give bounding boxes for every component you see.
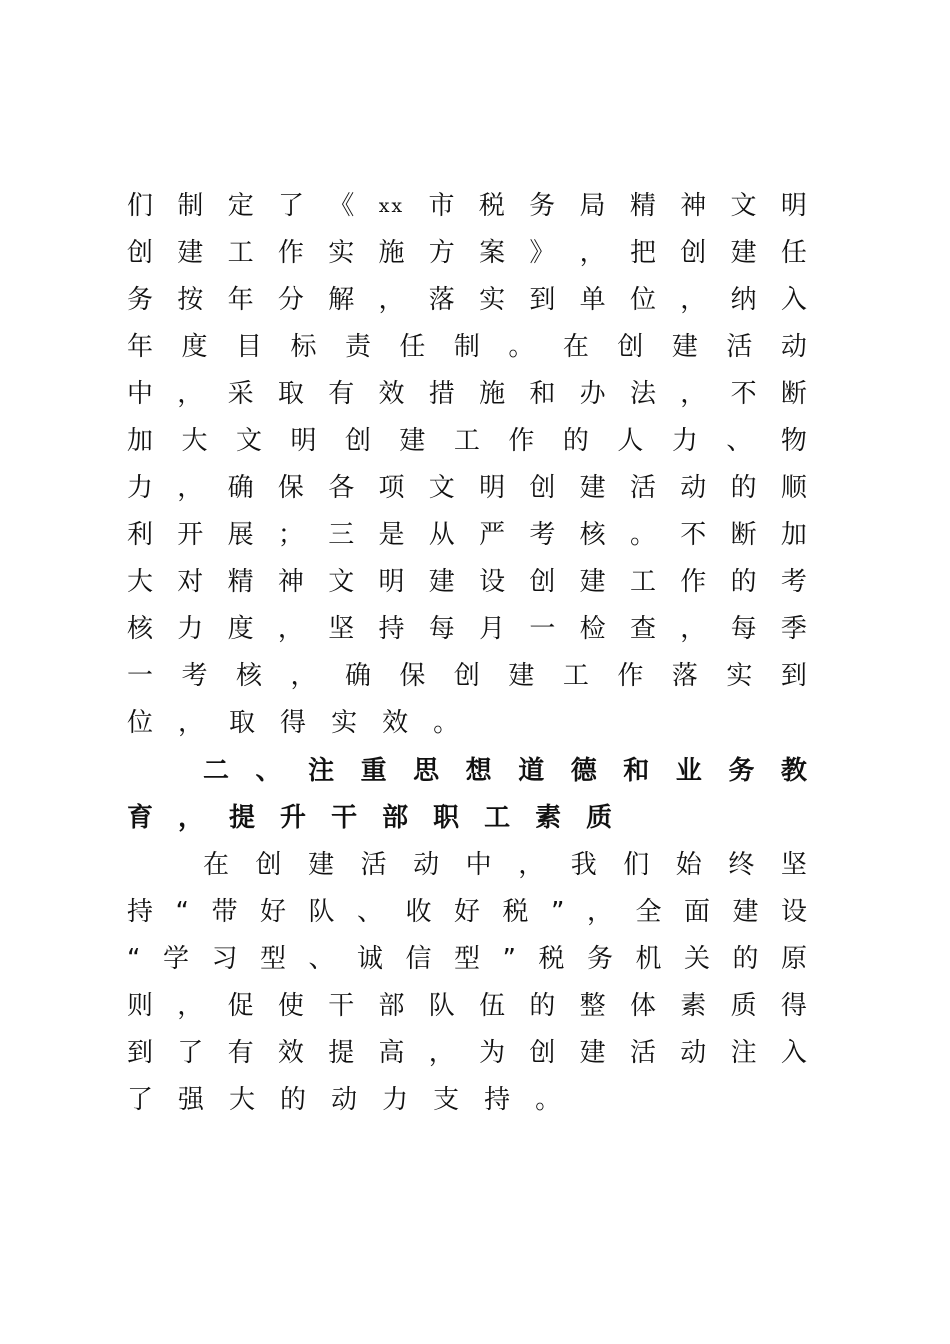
text-line: 则 ， 促 使 干 部 队 伍 的 整 体 素 质 得 xyxy=(127,991,807,1021)
text-line: 在 创 建 活 动 中 ， 我 们 始 终 坚 xyxy=(203,850,807,880)
text-line: “ 学 习 型 、 诚 信 型 ” 税 务 机 关 的 原 xyxy=(127,944,807,974)
text-line: 力 ， 确 保 各 项 文 明 创 建 活 动 的 顺 xyxy=(127,473,807,503)
text-line: 加 大 文 明 创 建 工 作 的 人 力 、 物 xyxy=(127,426,807,456)
text-line: 位 ， 取 得 实 效 。 xyxy=(127,708,460,738)
section-heading-line: 育 ， 提 升 干 部 职 工 素 质 xyxy=(127,803,613,833)
text-line: 利 开 展 ； 三 是 从 严 考 核 。 不 断 加 xyxy=(127,520,807,550)
text-line: 大 对 精 神 文 明 建 设 创 建 工 作 的 考 xyxy=(127,567,807,597)
text-line: 年 度 目 标 责 任 制 。 在 创 建 活 动 xyxy=(127,332,807,362)
text-line: 到 了 有 效 提 高 ， 为 创 建 活 动 注 入 xyxy=(127,1038,807,1068)
text-line: 核 力 度 ， 坚 持 每 月 一 检 查 ， 每 季 xyxy=(127,614,807,644)
text-line: 持 “ 带 好 队 、 收 好 税 ” ， 全 面 建 设 xyxy=(127,897,807,927)
text-line: 创 建 工 作 实 施 方 案 》 ， 把 创 建 任 xyxy=(127,238,807,268)
text-line: 一 考 核 ， 确 保 创 建 工 作 落 实 到 xyxy=(127,661,807,691)
text-line: 们 制 定 了 《 xx 市 税 务 局 精 神 文 明 xyxy=(127,191,807,221)
text-line: 务 按 年 分 解 ， 落 实 到 单 位 ， 纳 入 xyxy=(127,285,807,315)
text-line: 了 强 大 的 动 力 支 持 。 xyxy=(127,1085,562,1115)
text-line: 中 ， 采 取 有 效 措 施 和 办 法 ， 不 断 xyxy=(127,379,807,409)
section-heading-line: 二 、 注 重 思 想 道 德 和 业 务 教 xyxy=(203,756,807,786)
